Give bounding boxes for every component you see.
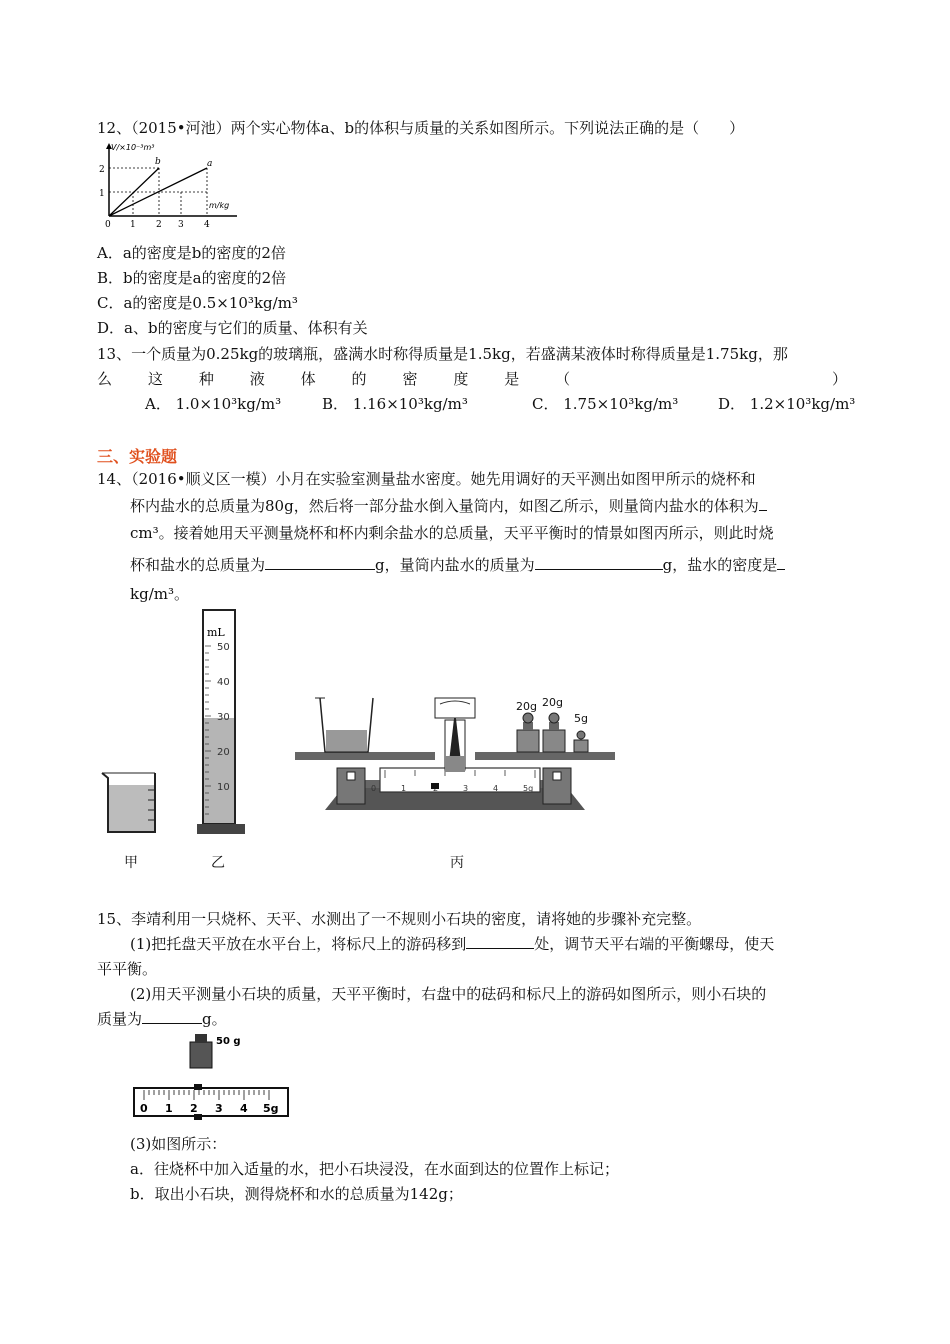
svg-text:1: 1	[165, 1102, 173, 1115]
q15-step1: (1)把托盘天平放在水平台上，将标尺上的游码移到 处，调节天平右端的平衡螺母，使天	[130, 935, 775, 953]
blank-zero-mark[interactable]	[466, 934, 534, 949]
q14-line3: cm³。接着她用天平测量烧杯和杯内剩余盐水的总质量，天平平衡时的情景如图丙所示，则此时烧	[130, 524, 774, 542]
q15-step-b: b．取出小石块，测得烧杯和水的总质量为142g；	[130, 1185, 463, 1203]
svg-text:40: 40	[217, 677, 230, 688]
svg-text:20g: 20g	[542, 696, 563, 709]
q15-step2-cont: 质量为 g。	[97, 1010, 227, 1028]
svg-text:3: 3	[215, 1102, 223, 1115]
svg-text:0: 0	[105, 220, 111, 230]
q12-option-a: A．a的密度是b的密度的2倍	[97, 244, 286, 262]
svg-text:1: 1	[401, 784, 407, 793]
q13-line1: 13、一个质量为0.25kg的玻璃瓶，盛满水时称得质量是1.5kg，若盛满某液体时称得质量是1.75kg，那	[97, 345, 788, 363]
q14-line2: 杯内盐水的总质量为80g，然后将一部分盐水倒入量筒内，如图乙所示，则量筒内盐水的体积为	[130, 496, 767, 516]
svg-text:5g: 5g	[523, 784, 534, 793]
q13-option-d: D． 1.2×10³kg/m³	[718, 395, 856, 413]
blank-total-mass[interactable]	[265, 555, 375, 570]
svg-text:2: 2	[99, 165, 105, 175]
svg-text:30: 30	[217, 712, 230, 723]
q14-line4: 杯和盐水的总质量为 g，量筒内盐水的质量为 g，盐水的密度是	[130, 555, 785, 575]
q12-option-c: C．a的密度是0.5×10³kg/m³	[97, 294, 298, 312]
label-yi: 乙	[211, 855, 225, 871]
svg-text:3: 3	[178, 220, 184, 230]
svg-text:V/×10⁻³m³: V/×10⁻³m³	[111, 143, 155, 152]
q12-option-d: D．a、b的密度与它们的质量、体积有关	[97, 319, 368, 337]
svg-text:50 g: 50 g	[216, 1036, 241, 1047]
svg-text:5g: 5g	[263, 1102, 279, 1115]
q13-option-c: C． 1.75×10³kg/m³	[532, 395, 679, 413]
svg-text:mL: mL	[207, 626, 225, 639]
density-graph	[97, 140, 247, 230]
svg-text:4: 4	[240, 1102, 248, 1115]
blank-stone-mass[interactable]	[142, 1009, 202, 1024]
q15-step2: (2)用天平测量小石块的质量，天平平衡时，右盘中的砝码和标尺上的游码如图所示，则小石块的	[130, 985, 767, 1003]
svg-text:a: a	[207, 159, 213, 169]
svg-text:b: b	[155, 157, 161, 167]
q15-step1-cont: 平平衡。	[97, 960, 158, 978]
svg-text:m/kg: m/kg	[209, 201, 230, 210]
q15-step-a: a．往烧杯中加入适量的水，把小石块浸没，在水面到达的位置作上标记；	[130, 1160, 619, 1178]
label-bing: 丙	[450, 855, 464, 871]
svg-text:50: 50	[217, 642, 230, 653]
balance-bing	[295, 690, 615, 840]
svg-text:3: 3	[463, 784, 469, 793]
cylinder-yi	[195, 606, 250, 838]
q13-option-b: B． 1.16×10³kg/m³	[322, 395, 468, 413]
svg-text:1: 1	[130, 220, 136, 230]
svg-text:5g: 5g	[574, 712, 588, 725]
rider	[431, 783, 439, 789]
beaker-jia	[100, 770, 162, 836]
q13-line2: 么 这 种 液 体 的 密 度 是 （ ）	[97, 370, 847, 388]
q13-option-a: A． 1.0×10³kg/m³	[145, 395, 282, 413]
svg-text:1: 1	[99, 189, 105, 199]
svg-text:0: 0	[140, 1102, 148, 1115]
svg-text:2: 2	[190, 1102, 198, 1115]
svg-text:2: 2	[156, 220, 162, 230]
q14-line5: kg/m³。	[130, 585, 189, 603]
svg-text:10: 10	[217, 782, 230, 793]
svg-text:20: 20	[217, 747, 230, 758]
svg-text:4: 4	[204, 220, 210, 230]
svg-text:20g: 20g	[516, 700, 537, 713]
q12-stem: 12、（2015•河池）两个实心物体a、b的体积与质量的关系如图所示。下列说法正确的是（ ）	[97, 119, 745, 137]
q15-step3: (3)如图所示：	[130, 1135, 227, 1153]
label-jia: 甲	[124, 855, 138, 871]
section-title: 三、实验题	[97, 447, 178, 466]
q14-line1: 14、（2016•顺义区一模）小月在实验室测量盐水密度。她先用调好的天平测出如图甲所示的烧杯和	[97, 470, 756, 488]
svg-text:4: 4	[493, 784, 499, 793]
q15-stem: 15、李靖利用一只烧杯、天平、水测出了一不规则小石块的密度，请将她的步骤补充完整。	[97, 910, 702, 928]
weight-and-ruler	[130, 1030, 295, 1124]
blank-density[interactable]	[777, 555, 785, 570]
q12-option-b: B．b的密度是a的密度的2倍	[97, 269, 287, 287]
svg-text:0: 0	[371, 784, 377, 793]
blank-poured-mass[interactable]	[535, 555, 663, 570]
